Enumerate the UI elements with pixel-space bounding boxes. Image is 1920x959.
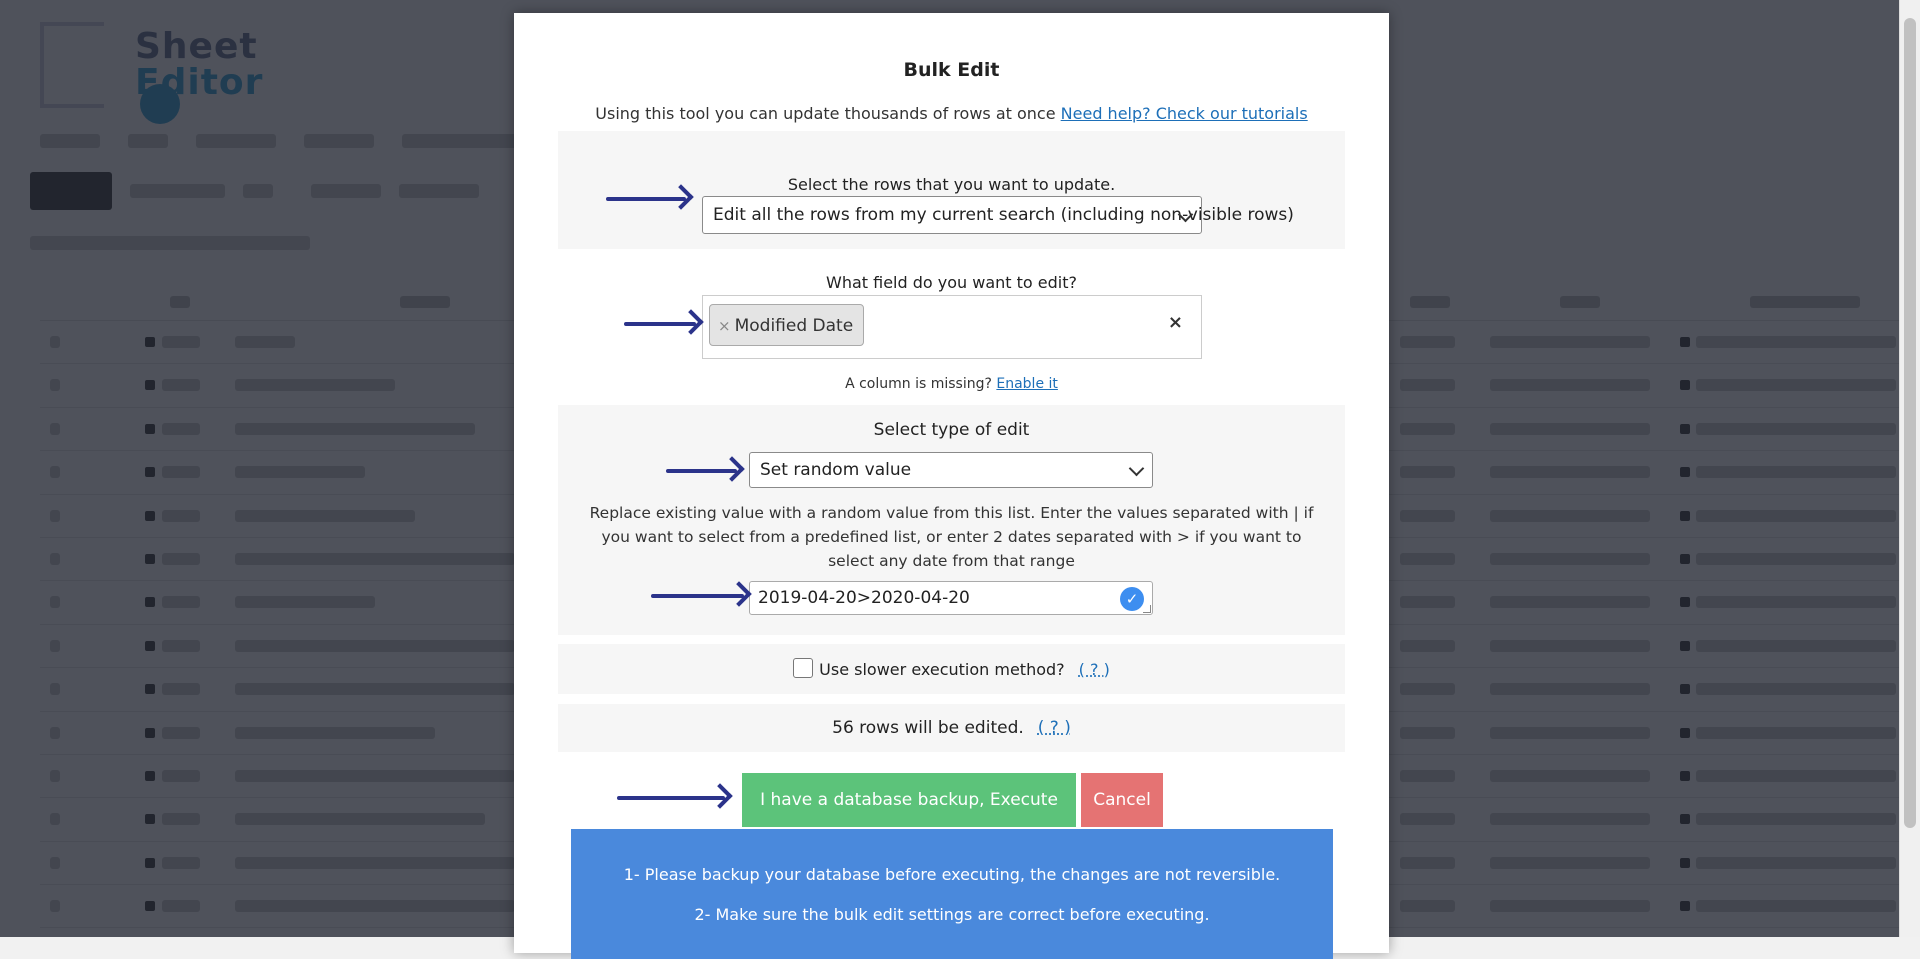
resize-handle[interactable]	[1143, 605, 1151, 613]
arrow-annotation-value	[651, 594, 744, 598]
edit-type-select[interactable]: Set random value	[749, 452, 1153, 488]
field-label: What field do you want to edit?	[826, 273, 1077, 292]
rows-label: Select the rows that you want to update.	[787, 175, 1116, 194]
notice-line-2: 2- Make sure the bulk edit settings are correct before executing.	[694, 905, 1210, 924]
slow-method-checkbox[interactable]	[793, 658, 813, 678]
arrow-annotation-field	[624, 322, 696, 326]
slow-method-label: Use slower execution method?	[819, 660, 1065, 679]
field-multiselect[interactable]	[702, 295, 1202, 359]
chevron-down-icon	[1129, 461, 1145, 477]
scrollbar-thumb[interactable]	[1904, 18, 1916, 828]
modal-title: Bulk Edit	[903, 59, 1000, 81]
enable-column-link[interactable]: Enable it	[996, 376, 1058, 392]
arrow-annotation-rows	[606, 197, 686, 201]
edit-type-section	[558, 405, 1345, 635]
clear-selection-icon[interactable]: ×	[1167, 312, 1183, 333]
rows-count-help-link[interactable]: ( ? )	[1037, 718, 1071, 738]
checkmark-icon: ✓	[1120, 587, 1144, 611]
rows-select[interactable]: Edit all the rows from my current search (including non-visible rows)	[702, 196, 1202, 234]
execute-button[interactable]: I have a database backup, Execute	[742, 773, 1076, 827]
help-tutorials-link[interactable]: Need help? Check our tutorials	[1060, 104, 1308, 123]
edit-type-label: Select type of edit	[873, 420, 1030, 440]
modal-subtitle: Using this tool you can update thousands of rows at once Need help? Check our tutorials	[595, 104, 1308, 123]
backup-notice	[571, 829, 1333, 959]
rows-count-section	[558, 704, 1345, 752]
missing-column-note: A column is missing? Enable it	[845, 376, 1058, 392]
field-chip[interactable]: × Modified Date	[709, 304, 864, 346]
cancel-button[interactable]: Cancel	[1081, 773, 1163, 827]
arrow-annotation-edit-type	[666, 469, 737, 473]
bulk-edit-modal	[514, 13, 1389, 953]
page-scrollbar[interactable]	[1899, 0, 1920, 937]
slow-method-help-link[interactable]: ( ? )	[1078, 660, 1110, 679]
edit-type-description: Replace existing value with a random value from this list. Enter the values separated with | if you want to select from a predefined list, or enter 2 dates separated with > if you want to select any date from that range	[589, 504, 1314, 570]
arrow-annotation-execute	[617, 796, 725, 800]
notice-line-1: 1- Please backup your database before executing, the changes are not reversible.	[623, 865, 1281, 884]
chip-remove-icon[interactable]: ×	[718, 317, 731, 335]
slow-method-section	[558, 644, 1345, 694]
random-value-input[interactable]: 2019-04-20>2020-04-20 ✓	[749, 581, 1153, 615]
rows-count-text: 56 rows will be edited.	[832, 718, 1024, 738]
